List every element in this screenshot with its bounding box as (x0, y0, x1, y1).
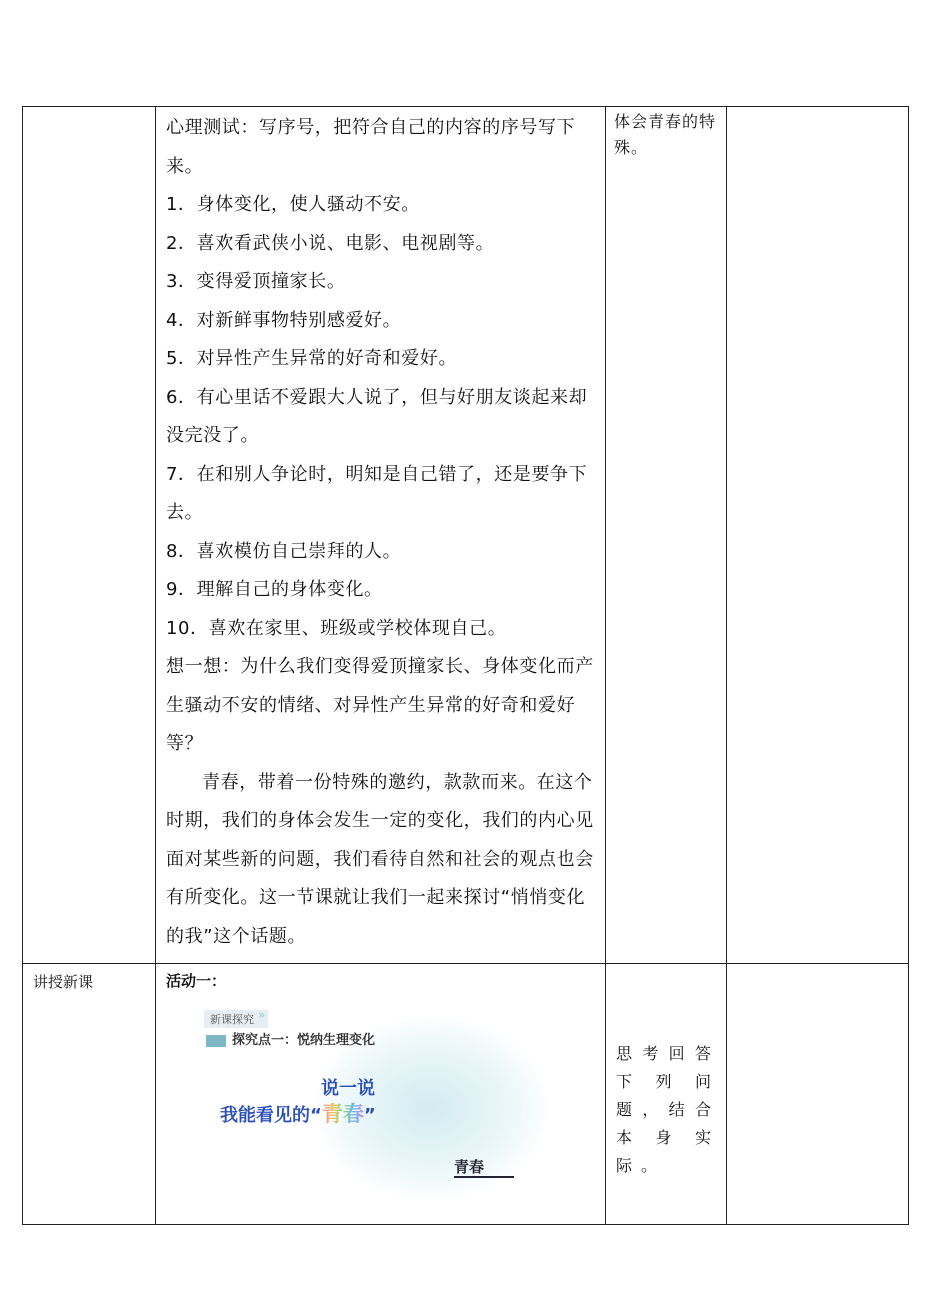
content-line: 心理测试：写序号，把符合自己的内容的序号写下来。 (166, 117, 576, 177)
goal-cell (606, 107, 727, 964)
chevron-right-icon: » (258, 1008, 266, 1022)
intro-paragraph: 青春，带着一份特殊的邀约，款款而来。在这个时期，我们的身体会发生一定的变化，我们的内心见面对某些新的问题，我们看待自然和社会的观点也会有所变化。这一节课就让我们一起来探讨“悄悄变化的我”这个话题。 (166, 771, 594, 947)
notes-cell-empty (727, 107, 909, 964)
content-line: 7．在和别人争论时，明知是自己错了，还是要争下去。 (166, 463, 588, 523)
content-line: 4．对新鲜事物特别感爱好。 (166, 309, 402, 331)
slide-subheading (220, 1098, 376, 1128)
step-cell-empty (23, 107, 156, 964)
logo-underline (454, 1176, 514, 1178)
content-line: 6．有心里话不爱跟大人说了，但与好朋友谈起来却没完没了。 (166, 386, 588, 446)
content-line: 2．喜欢看武侠小说、电影、电视剧等。 (166, 232, 495, 254)
content-text (156, 107, 605, 962)
step-label: 讲授新课 (33, 973, 94, 991)
table-row (23, 964, 909, 1225)
activity-title: 活动一： (166, 972, 227, 990)
goal-text: 思考回答下列问题，结合本身实际。 (616, 1044, 720, 1175)
open-quote: “ (310, 1105, 322, 1126)
content-line: 5．对异性产生异常的好奇和爱好。 (166, 348, 458, 369)
step-cell (23, 964, 156, 1225)
slide-point-title: 探究点一：悦纳生理变化 (232, 1033, 376, 1048)
goal-cell (606, 964, 727, 1225)
content-line: 10．喜欢在家里、班级或学校体现自己。 (166, 617, 507, 639)
slide-bar-icon (206, 1035, 226, 1047)
slide-tag: 新课探究 (204, 1010, 268, 1028)
goal-text: 体会青春的特殊。 (614, 112, 717, 157)
content-line: 8．喜欢模仿自己崇拜的人。 (166, 540, 402, 562)
highlight-word: 青春 (321, 1102, 364, 1126)
content-cell (156, 107, 606, 964)
lesson-plan-table (22, 106, 909, 1225)
close-quote: ” (363, 1105, 376, 1126)
notes-cell-empty (727, 964, 909, 1225)
content-line: 想一想：为什么我们变得爱顶撞家长、身体变化而产生骚动不安的情绪、对异性产生异常的好奇和爱好等？ (166, 656, 594, 754)
slide-image (196, 998, 546, 1198)
content-line: 3．变得爱顶撞家长。 (166, 271, 346, 292)
slide-heading: 说一说 (321, 1078, 375, 1099)
content-cell (156, 964, 606, 1225)
subheading-prefix: 我能看见的 (220, 1105, 310, 1126)
content-line: 9．理解自己的身体变化。 (166, 579, 383, 600)
slide-logo: 青春 (454, 1158, 485, 1176)
table-row (23, 107, 909, 964)
content-line: 1．身体变化，使人骚动不安。 (166, 194, 420, 215)
